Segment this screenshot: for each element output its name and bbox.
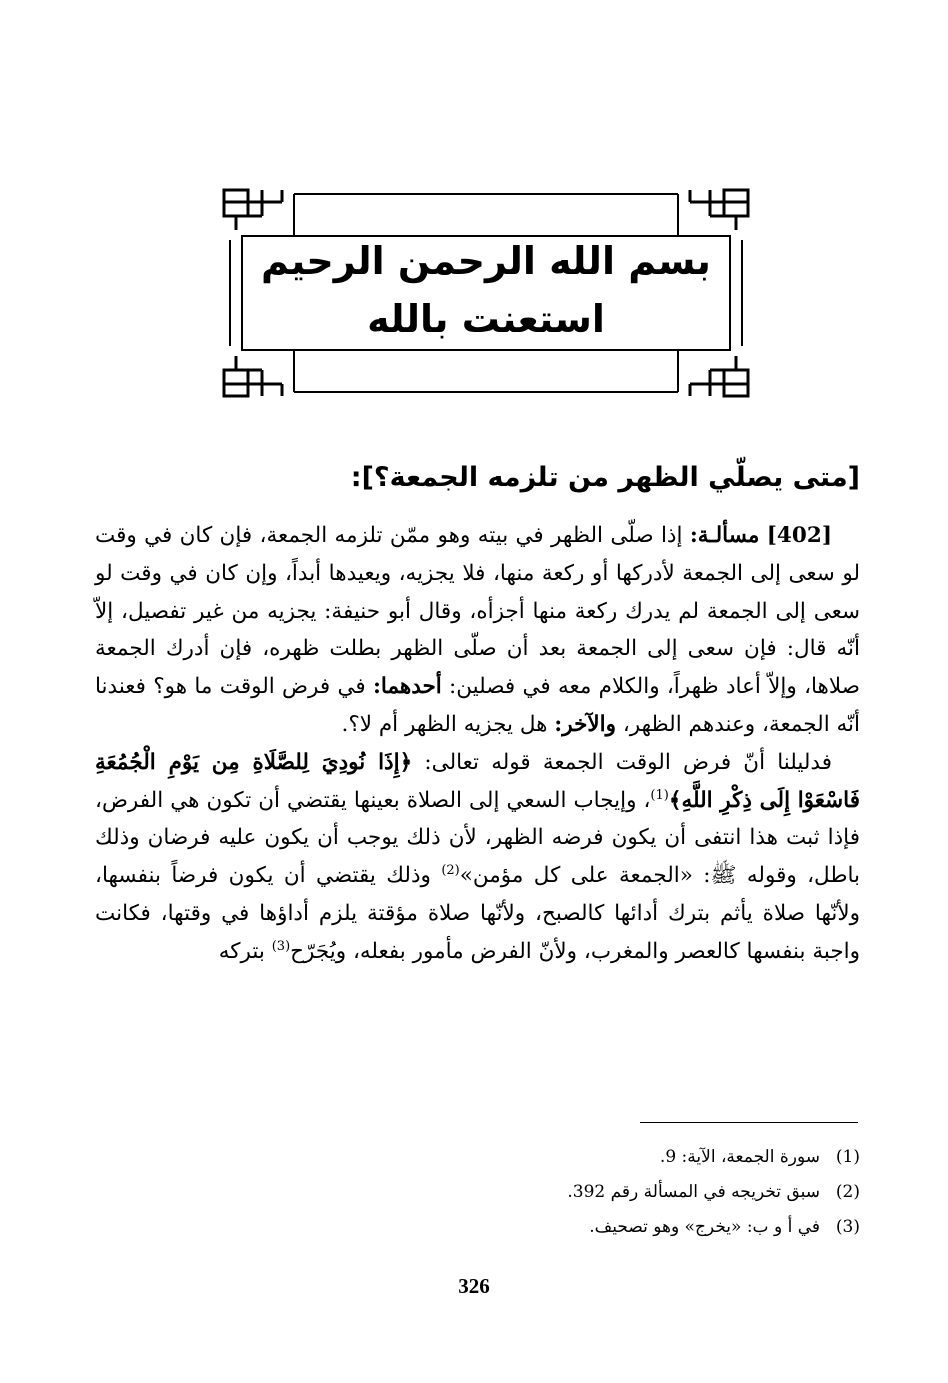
paragraph-1-text-3: هل يجزيه الظهر أم لا؟. (341, 711, 555, 737)
footnote-number: (3) (835, 1217, 860, 1237)
footnote-ref-2[interactable]: (2) (441, 863, 460, 879)
basmala-ornamental-frame (222, 188, 750, 398)
issue-label: مسألـة: (689, 523, 760, 548)
paragraph-2 (95, 744, 860, 971)
first-point-label: أحدهما: (372, 674, 442, 700)
footnote-ref-1[interactable]: (1) (650, 787, 669, 803)
main-text (95, 517, 860, 971)
second-point-label: والآخر: (554, 711, 616, 737)
page-number: 326 (458, 1274, 490, 1298)
footnote-text: سبق تخريجه في المسألة رقم 392. (567, 1182, 820, 1202)
footnotes (160, 1140, 860, 1245)
paragraph-2-text-1: فدليلنا أنّ فرض الوقت الجمعة قوله تعالى: (412, 749, 832, 775)
paragraph-1 (95, 517, 860, 744)
footnote-number: (2) (835, 1182, 860, 1202)
paragraph-1-text-2: في فرض الوقت ما هو؟ فعندنا أنّه الجمعة، وعندهم الظهر، (95, 674, 860, 737)
footnote-separator (640, 1122, 858, 1123)
section-heading: [متى يصلّي الظهر من تلزمه الجمعة؟]: (350, 462, 860, 493)
paragraph-2-text-2: ، وإيجاب السعي إلى الصلاة بعينها يقتضي أن تكون هي الفرض، فإذا ثبت هذا انتفى أن يكون فرضه الظهر، لأن ذلك يوجب أن يكون عليه فرضان وذلك باطل، وقوله ﷺ: «الجمعة على كل مؤمن» (95, 787, 860, 889)
ornament-text (222, 232, 750, 348)
paragraph-2-text-4: بتركه (218, 938, 272, 964)
footnote-item (160, 1210, 860, 1245)
paragraph-2-text-3: وذلك يقتضي أن يكون فرضاً بنفسها، ولأنّها صلاة يأثم بترك أدائها كالصبح، ولأنّها صلاة مؤقتة يلزم أداؤها في وقتها، فكانت واجبة بنفسها كالعصر والمغرب، ولأنّ الفرض مأمور بفعله، ويُجَرّح (95, 863, 860, 964)
basmala-line: بسم الله الرحمن الرحيم (261, 239, 711, 283)
paragraph-1-text-1: إذا صلّى الظهر في بيته وهو ممّن تلزمه الجمعة، فإن كان في وقت لو سعى إلى الجمعة لأدركها أو ركعة منها، فلا يجزيه، ويعيدها أبداً، وإن كان في وقت لو سعى إلى الجمعة لم يدرك ركعة منها أجزأه، وقال أبو حنيفة: يجزيه من غير تفصيل، إلاّ أنّه قال: فإن سعى إلى الجمعة بعد أن صلّى الظهر بطلت ظهره، فإن أدرك الجمعة صلاها، وإلاّ أعاد ظهراً، والكلام معه في فصلين: (95, 523, 861, 700)
footnote-item (160, 1175, 860, 1210)
footnote-text: سورة الجمعة، الآية: 9. (659, 1147, 820, 1167)
footnote-number: (1) (835, 1147, 860, 1167)
quran-verse: ﴿إِذَا نُودِيَ لِلصَّلَاةِ مِن يَوْمِ الْجُمُعَةِ فَاسْعَوْا إِلَى ذِكْرِ اللَّهِ﴾ (95, 749, 860, 813)
istaant-line: استعنت بالله (367, 297, 605, 341)
footnote-ref-3[interactable]: (3) (271, 938, 291, 954)
footnote-item (160, 1140, 860, 1175)
issue-number: [402] (766, 523, 832, 548)
footnote-text: في أ و ب: «يخرج» وهو تصحيف. (589, 1217, 820, 1237)
